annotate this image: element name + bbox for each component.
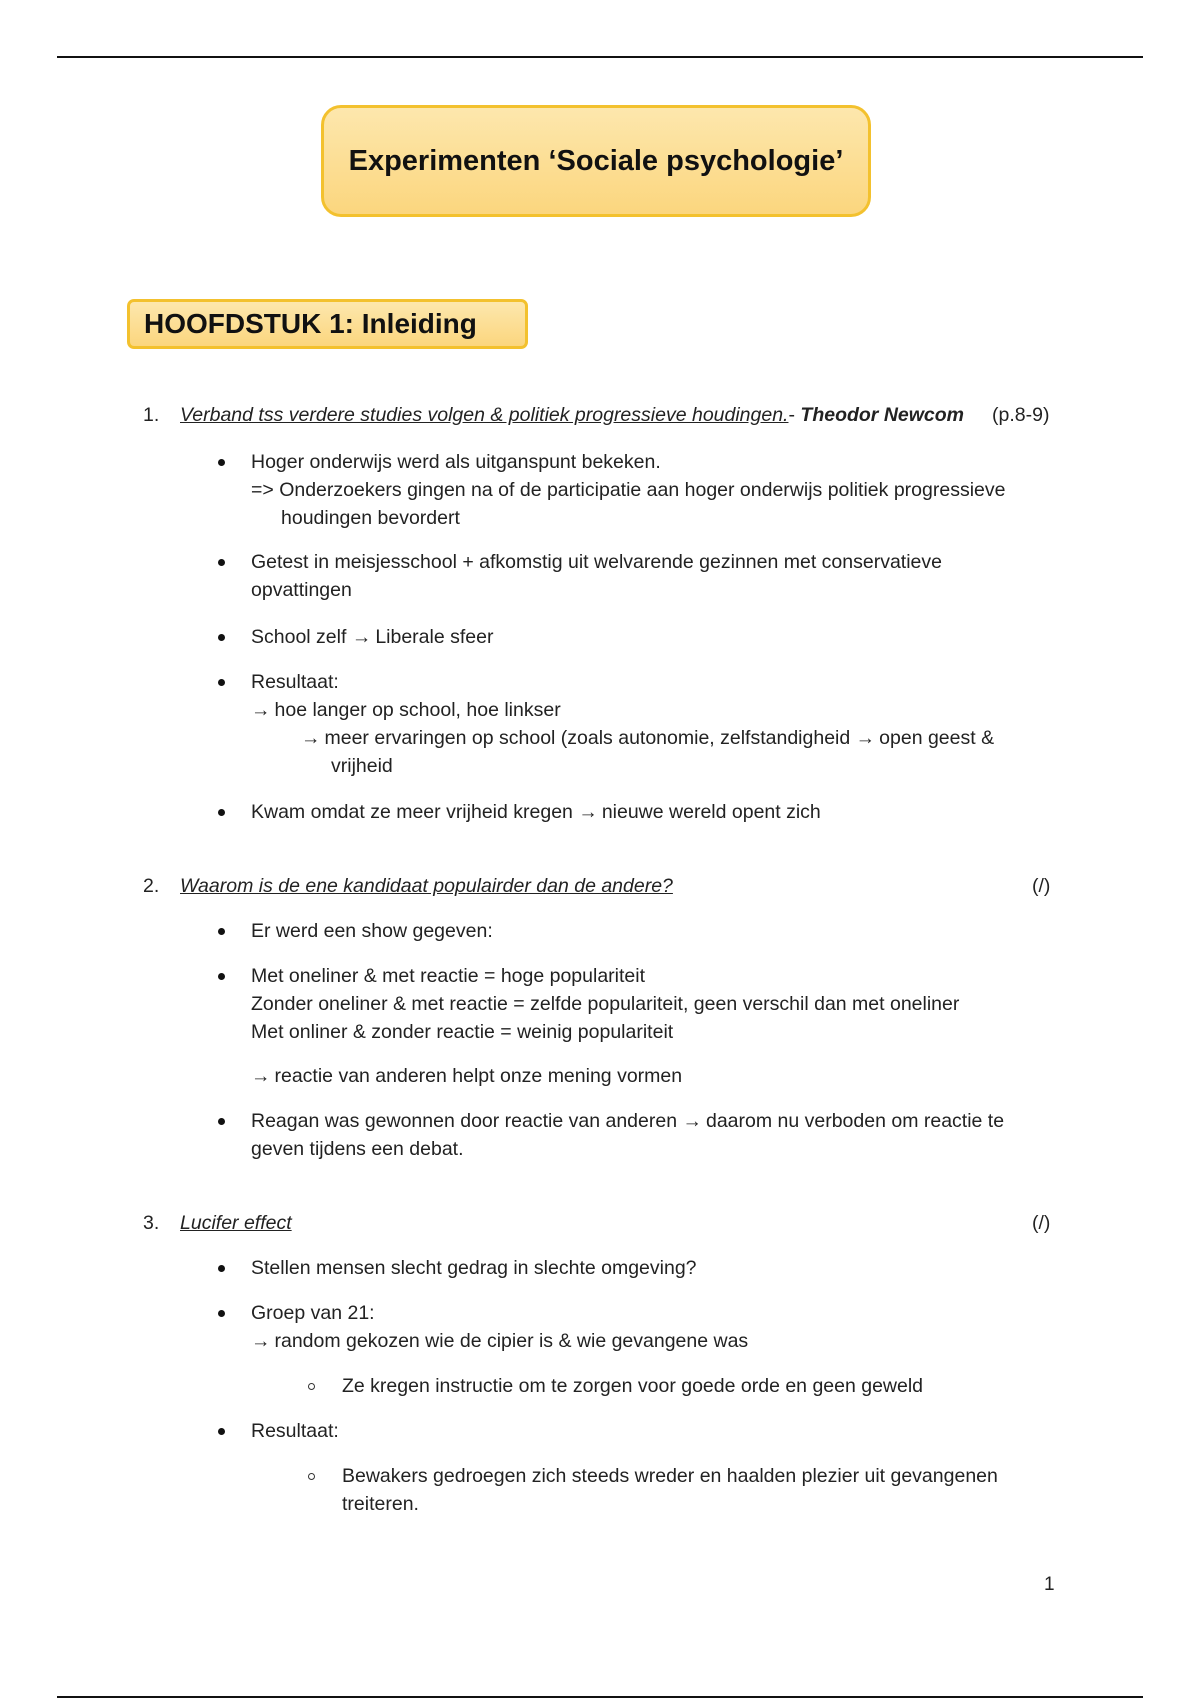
bullet-text: Resultaat: [251,1420,339,1442]
text-part: School zelf [251,626,347,648]
arrow-right-icon: → [301,727,321,749]
bullet-text [251,623,493,651]
bullet-text: Met onliner & zonder reactie = weinig populariteit [251,1021,674,1043]
bullet-text: Er werd een show gegeven: [251,920,493,942]
sub-bullet-text: treiteren. [342,1493,419,1515]
section-heading-line [180,401,964,429]
bullet-icon [218,1428,225,1435]
bullet-text [251,1327,748,1355]
section-heading: Waarom is de ene kandidaat populairder dan de andere? [180,875,673,897]
text-part: meer ervaringen op school (zoals autonomie, zelfstandigheid [324,727,851,749]
text-part: daarom nu verboden om reactie te [705,1110,1005,1132]
section-number: 1. [143,404,160,426]
text-part: open geest & [879,727,995,749]
page-number: 1 [1044,1574,1055,1595]
heading-dash: - [788,404,801,426]
page-reference: (p.8-9) [992,404,1050,426]
bullet-icon [218,928,225,935]
section-heading: Lucifer effect [180,1212,292,1234]
text-part: reactie van anderen helpt onze mening vormen [274,1065,683,1087]
bullet-text [251,1062,682,1090]
arrow-right-icon: → [855,727,876,749]
sub-bullet-text: Ze kregen instructie om te zorgen voor goede orde en geen geweld [342,1375,924,1397]
bullet-text: opvattingen [251,579,352,601]
page-reference: (/) [1032,1212,1051,1234]
bullet-text: Getest in meisjesschool + afkomstig uit welvarende gezinnen met conservatieve [251,551,942,573]
chapter-heading-text: HOOFDSTUK 1: Inleiding [144,308,477,339]
bullet-text: Stellen mensen slecht gedrag in slechte omgeving? [251,1257,697,1279]
document-title [321,105,871,217]
text-part: random gekozen wie de cipier is & wie gevangene was [274,1330,749,1352]
text-part: nieuwe wereld opent zich [601,801,821,823]
text-part: hoe langer op school, hoe linkser [274,699,561,721]
bullet-text [251,696,561,724]
bottom-rule [57,1696,1143,1698]
bullet-text: Met oneliner & met reactie = hoge populariteit [251,965,646,987]
section-heading: Verband tss verdere studies volgen & politiek progressieve houdingen. [180,404,789,426]
section-number: 2. [143,875,160,897]
bullet-text: geven tijdens een debat. [251,1138,464,1160]
bullet-text [301,724,994,752]
text-part: Kwam omdat ze meer vrijheid kregen [251,801,573,823]
section-author: Theodor Newcom [800,404,965,426]
bullet-icon [218,973,225,980]
bullet-text: vrijheid [331,755,393,777]
bullet-icon [218,679,225,686]
top-rule [57,56,1143,58]
bullet-text [251,1107,1004,1135]
bullet-text: houdingen bevordert [281,507,460,529]
arrow-right-icon: → [251,699,271,721]
bullet-text: Zonder oneliner & met reactie = zelfde populariteit, geen verschil dan met oneliner [251,993,960,1015]
bullet-icon [218,1310,225,1317]
sub-bullet-icon [308,1383,315,1390]
arrow-right-icon: → [682,1110,702,1132]
page-reference: (/) [1032,875,1051,897]
sub-bullet-icon [308,1473,315,1480]
section-number: 3. [143,1212,160,1234]
bullet-text: => Onderzoekers gingen na of de participatie aan hoger onderwijs politiek progressieve [251,479,1006,501]
document-title-text: Experimenten ‘Sociale psychologie’ [348,144,844,177]
arrow-right-icon: → [351,626,372,648]
bullet-icon [218,1265,225,1272]
bullet-text: Resultaat: [251,671,339,693]
text-part: Reagan was gewonnen door reactie van anderen [251,1110,678,1132]
chapter-heading [127,299,528,349]
bullet-icon [218,634,225,641]
text-part: Liberale sfeer [375,626,494,648]
bullet-text: Groep van 21: [251,1302,375,1324]
bullet-icon [218,809,225,816]
bullet-text [251,798,821,826]
bullet-icon [218,559,225,566]
arrow-right-icon: → [578,801,598,823]
bullet-text: Hoger onderwijs werd als uitganspunt bekeken. [251,451,661,473]
bullet-icon [218,1118,225,1125]
section-heading-line [180,872,673,900]
sub-bullet-text: Bewakers gedroegen zich steeds wreder en haalden plezier uit gevangenen [342,1465,998,1487]
bullet-icon [218,459,225,466]
arrow-right-icon: → [251,1065,271,1087]
arrow-right-icon: → [251,1330,271,1352]
section-heading-line [180,1209,292,1237]
